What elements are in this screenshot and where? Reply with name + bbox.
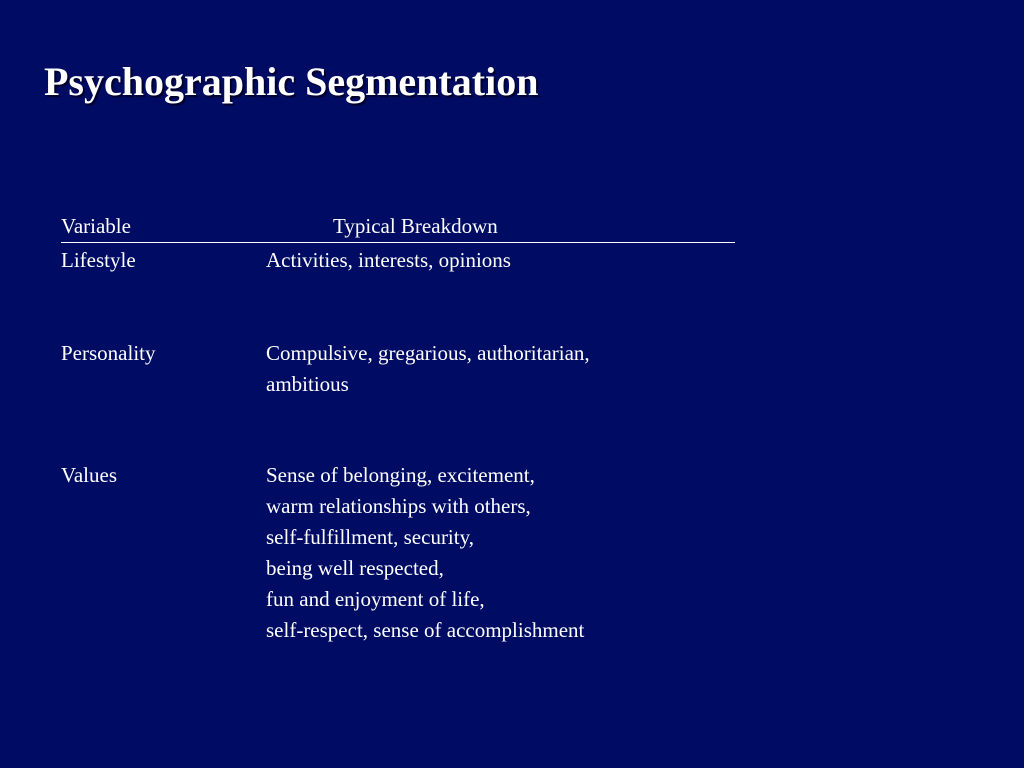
row-breakdown	[266, 338, 726, 400]
header-typical-breakdown: Typical Breakdown	[333, 214, 498, 238]
breakdown-line: ambitious	[266, 372, 349, 396]
row-variable-lifestyle: Lifestyle	[61, 248, 136, 272]
breakdown-line: self-respect, sense of accomplishment	[266, 618, 585, 642]
breakdown-line: warm relationships with others,	[266, 494, 531, 518]
table-header	[61, 212, 735, 243]
breakdown-line: self-fulfillment, security,	[266, 525, 474, 549]
row-variable-values: Values	[61, 463, 117, 487]
slide-title: Psychographic Segmentation	[44, 59, 539, 104]
row-variable-personality: Personality	[61, 341, 156, 365]
row-breakdown	[266, 245, 726, 276]
row-breakdown	[266, 460, 726, 646]
breakdown-line: Sense of belonging, excitement,	[266, 463, 535, 487]
breakdown-line: Activities, interests, opinions	[266, 248, 511, 272]
breakdown-line: being well respected,	[266, 556, 444, 580]
header-variable: Variable	[61, 214, 131, 238]
breakdown-line: fun and enjoyment of life,	[266, 587, 485, 611]
breakdown-line: Compulsive, gregarious, authoritarian,	[266, 341, 590, 365]
segmentation-table	[61, 212, 735, 642]
